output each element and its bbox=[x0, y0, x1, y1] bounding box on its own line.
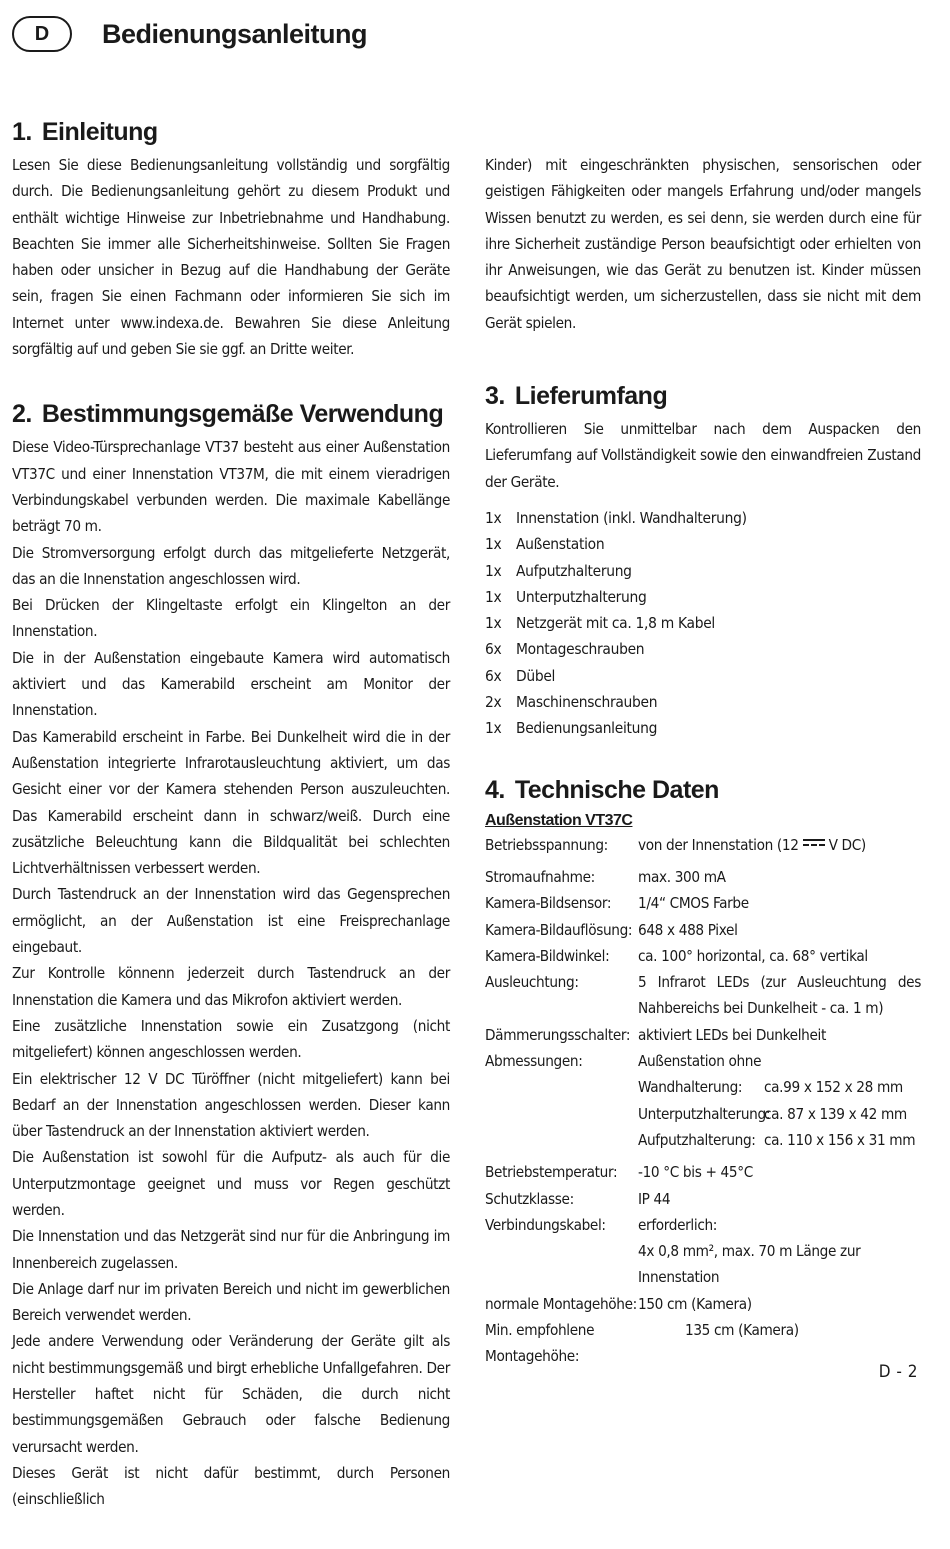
language-badge: D bbox=[12, 16, 72, 52]
item-label: Montageschrauben bbox=[516, 640, 645, 659]
list-item bbox=[485, 610, 921, 636]
paragraph: Diese Video-Türsprechanlage VT37 besteht aus einer Außenstation VT37C und einer Innenstation VT37M, die mit einem vieradrigen Verbindungskabel verbunden werden. Die maximale Kabellänge beträgt 70 m. bbox=[12, 438, 450, 536]
list-item bbox=[485, 715, 921, 741]
spec-value: erforderlich: bbox=[638, 1215, 718, 1234]
list-item bbox=[485, 531, 921, 557]
page-header bbox=[12, 14, 367, 54]
spec-key: Kamera-Bildsensor: bbox=[485, 894, 612, 913]
item-label: Netzgerät mit ca. 1,8 m Kabel bbox=[516, 614, 715, 633]
delivery-list bbox=[485, 505, 921, 742]
dimension-value: ca. 110 x 156 x 31 mm bbox=[764, 1130, 916, 1149]
spec-key: normale Montagehöhe: bbox=[485, 1294, 637, 1313]
dimension-key: Wandhalterung: bbox=[638, 1078, 743, 1097]
item-quantity: 1x bbox=[485, 587, 502, 606]
item-quantity: 1x bbox=[485, 719, 502, 738]
spec-row bbox=[485, 1317, 921, 1370]
section-heading: 1. Einleitung bbox=[12, 118, 158, 146]
spec-value: 5 Infrarot LEDs (zur Ausleuchtung des Nahbereichs bei Dunkelheit - ca. 1 m) bbox=[638, 973, 921, 1018]
item-quantity: 1x bbox=[485, 535, 502, 554]
spec-key: Abmessungen: bbox=[485, 1052, 583, 1071]
spec-key: Kamera-Bildwinkel: bbox=[485, 946, 610, 965]
paragraph: Die Innenstation und das Netzgerät sind nur für die Anbringung im Innenbereich zugelassen. bbox=[12, 1227, 450, 1272]
item-label: Aufputzhalterung bbox=[516, 561, 632, 580]
spec-group bbox=[485, 864, 921, 1048]
dimension-list bbox=[638, 1074, 921, 1153]
left-column bbox=[12, 116, 450, 1549]
spec-value: IP 44 bbox=[638, 1189, 671, 1208]
dimension-value: ca.99 x 152 x 28 mm bbox=[764, 1078, 903, 1097]
item-quantity: 2x bbox=[485, 693, 502, 712]
section-technik bbox=[485, 774, 921, 1370]
spec-value: 135 cm (Kamera) bbox=[685, 1320, 799, 1339]
spec-value: aktiviert LEDs bei Dunkelheit bbox=[638, 1025, 826, 1044]
section-verwendung bbox=[12, 398, 450, 1512]
spec-row bbox=[485, 1186, 921, 1212]
spec-key: Min. empfohlene Montagehöhe: bbox=[485, 1320, 595, 1366]
section-heading: 4. Technische Daten bbox=[485, 775, 719, 804]
spec-group bbox=[485, 1159, 921, 1238]
section-heading: 2. Bestimmungsgemäße Verwendung bbox=[12, 400, 444, 429]
spec-group bbox=[485, 1291, 921, 1370]
paragraph: Kinder) mit eingeschränkten physischen, sensorischen oder geistigen Fähigkeiten oder mangels Erfahrung und/oder mangels Wissen benutzt zu werden, es sei denn, sie werden durch eine für ihre Sicherheit zuständige Person beaufsichtigt oder erhielten von ihr Anweisungen, wie das Gerät zu benutzen ist. Kinder müssen beaufsichtigt werden, um sicherzustellen, dass sie nicht mit dem Gerät spielen. bbox=[485, 156, 921, 332]
dimension-row bbox=[638, 1101, 921, 1127]
spec-row bbox=[485, 890, 921, 916]
paragraph: Jede andere Verwendung oder Veränderung der Geräte gilt als nicht bestimmungsgemäß und birgt erhebliche Unfallgefahren. Der Hersteller haftet nicht für Schäden, die durch nicht bestimmungsgemäßen Gebrauch oder falsche Bedienung verursacht werden. bbox=[12, 1332, 450, 1456]
spec-value: 648 x 488 Pixel bbox=[638, 920, 738, 939]
item-quantity: 1x bbox=[485, 561, 502, 580]
item-quantity: 6x bbox=[485, 666, 502, 685]
spec-key: Betriebsspannung: bbox=[485, 835, 608, 854]
paragraph: Lesen Sie diese Bedienungsanleitung vollständig und sorgfältig durch. Die Bedienungsanleitung gehört zu diesem Produkt und enthält wichtige Hinweise zur Inbetriebnahme und Handhabung. Beachten Sie immer alle Sicherheitshinweise. Sollten Sie Fragen haben oder unsicher in Bezug auf die Handhabung der Geräte sein, fragen Sie einen Fachmann oder informieren Sie sich im Internet unter www.indexa.de. Bewahren Sie diese Anleitung sorgfältig auf und geben Sie sie ggf. an Dritte weiter. bbox=[12, 156, 450, 359]
spec-row bbox=[485, 1212, 921, 1238]
paragraph: Die in der Außenstation eingebaute Kamera wird automatisch aktiviert und das Kamerabild erscheint am Monitor der Innenstation. bbox=[12, 648, 450, 720]
paragraph: Durch Tastendruck an der Innenstation wird das Gegensprechen ermöglicht, an der Außenstation ist eine Freisprechanlage eingebaut. bbox=[12, 885, 450, 957]
spec-value: 4x 0,8 mm², max. 70 m Länge zur Innenstation bbox=[638, 1242, 861, 1287]
list-item bbox=[485, 558, 921, 584]
dc-symbol-icon bbox=[803, 839, 825, 847]
page-number: D - 2 bbox=[878, 1362, 918, 1382]
paragraph: Die Anlage darf nur im privaten Bereich und nicht im gewerblichen Bereich verwendet werden. bbox=[12, 1279, 450, 1325]
spec-row bbox=[485, 832, 921, 858]
paragraph: Ein elektrischer 12 V DC Türöffner (nicht mitgeliefert) kann bei Bedarf an der Innenstation angeschlossen werden. Dieser kann über Tastendruck an der Innenstation aktiviert werden. bbox=[12, 1069, 450, 1141]
spec-value: von der Innenstation (12 V DC) bbox=[638, 835, 866, 854]
paragraph: Dieses Gerät ist nicht dafür bestimmt, durch Personen (einschließlich bbox=[12, 1463, 450, 1509]
spec-value: Außenstation ohne Wandhalterung: ca.99 x 152 x 28 mm Unterputzhalterung: ca. 87 x 139 x 42 mm Aufputzhalterung: ca. 110 x 156 x 31 mm bbox=[638, 1048, 921, 1153]
item-label: Außenstation bbox=[516, 535, 605, 554]
spec-key: Verbindungskabel: bbox=[485, 1215, 606, 1234]
paragraph: Kontrollieren Sie unmittelbar nach dem Auspacken den Lieferumfang auf Vollständigkeit sowie den einwandfreien Zustand der Geräte. bbox=[485, 420, 921, 491]
spec-row bbox=[485, 1291, 921, 1317]
spec-row bbox=[485, 917, 921, 943]
dimension-value: ca. 87 x 139 x 42 mm bbox=[764, 1104, 907, 1123]
right-column bbox=[485, 152, 921, 1406]
spec-key: Dämmerungsschalter: bbox=[485, 1025, 631, 1044]
spec-key: Stromaufnahme: bbox=[485, 867, 595, 886]
dimension-key: Unterputzhalterung: bbox=[638, 1104, 771, 1123]
spec-value: ca. 100° horizontal, ca. 68° vertikal bbox=[638, 946, 868, 965]
spec-row bbox=[485, 1159, 921, 1185]
spec-row bbox=[485, 1048, 921, 1153]
paragraph: Das Kamerabild erscheint in Farbe. Bei Dunkelheit wird die in der Außenstation integrierte Infrarotausleuchtung aktiviert, um das Gesicht einer vor der Kamera stehenden Person auszuleuchten. Das Kamerabild erscheint dann in schwarz/weiß. Durch eine zusätzliche Beleuchtung kann die Bildqualität bei schlechten Lichtverhältnissen verbessert werden. bbox=[12, 727, 450, 878]
spec-row bbox=[485, 943, 921, 969]
dimension-row bbox=[638, 1074, 921, 1100]
spec-key: Betriebstemperatur: bbox=[485, 1163, 618, 1182]
section-einleitung bbox=[12, 116, 450, 362]
spec-row bbox=[485, 1022, 921, 1048]
item-label: Innenstation (inkl. Wandhalterung) bbox=[516, 508, 747, 527]
spec-row bbox=[485, 1238, 921, 1291]
dimension-row bbox=[638, 1127, 921, 1153]
paragraph: Zur Kontrolle könnenn jederzeit durch Tastendruck an der Innenstation die Kamera und das Mikrofon aktiviert werden. bbox=[12, 964, 450, 1009]
spec-value: 150 cm (Kamera) bbox=[638, 1294, 752, 1313]
list-item bbox=[485, 584, 921, 610]
spec-value: max. 300 mA bbox=[638, 867, 726, 886]
paragraph: Eine zusätzliche Innenstation sowie ein Zusatzgong (nicht mitgeliefert) können angeschlossen werden. bbox=[12, 1016, 450, 1062]
item-label: Unterputzhalterung bbox=[516, 587, 647, 606]
item-label: Maschinenschrauben bbox=[516, 693, 658, 712]
spec-key: Ausleuchtung: bbox=[485, 973, 579, 992]
item-label: Bedienungsanleitung bbox=[516, 719, 658, 738]
list-item bbox=[485, 663, 921, 689]
section-heading: 3. Lieferumfang bbox=[485, 382, 668, 411]
list-item bbox=[485, 505, 921, 531]
item-quantity: 1x bbox=[485, 508, 502, 527]
item-quantity: 1x bbox=[485, 614, 502, 633]
spec-row bbox=[485, 969, 921, 1022]
item-quantity: 6x bbox=[485, 640, 502, 659]
paragraph: Die Stromversorgung erfolgt durch das mitgelieferte Netzgerät, das an die Innenstation angeschlossen wird. bbox=[12, 543, 450, 588]
document-title: Bedienungsanleitung bbox=[102, 18, 368, 49]
dimension-key: Aufputzhalterung: bbox=[638, 1130, 756, 1149]
spec-row bbox=[485, 864, 921, 890]
list-item bbox=[485, 636, 921, 662]
section-verwendung-continued bbox=[485, 152, 921, 336]
paragraph: Bei Drücken der Klingeltaste erfolgt ein Klingelton an der Innenstation. bbox=[12, 596, 450, 641]
list-item bbox=[485, 689, 921, 715]
item-label: Dübel bbox=[516, 666, 556, 685]
spec-key: Schutzklasse: bbox=[485, 1189, 574, 1208]
spec-value: -10 °C bis + 45°C bbox=[638, 1163, 753, 1182]
spec-key: Kamera-Bildauflösung: bbox=[485, 920, 633, 939]
paragraph: Die Außenstation ist sowohl für die Aufputz- als auch für die Unterputzmontage geeignet und muss vor Regen geschützt werden. bbox=[12, 1148, 450, 1219]
spec-value: 1/4“ CMOS Farbe bbox=[638, 894, 749, 913]
subheading: Außenstation VT37C bbox=[485, 811, 633, 829]
section-lieferumfang bbox=[485, 380, 921, 742]
